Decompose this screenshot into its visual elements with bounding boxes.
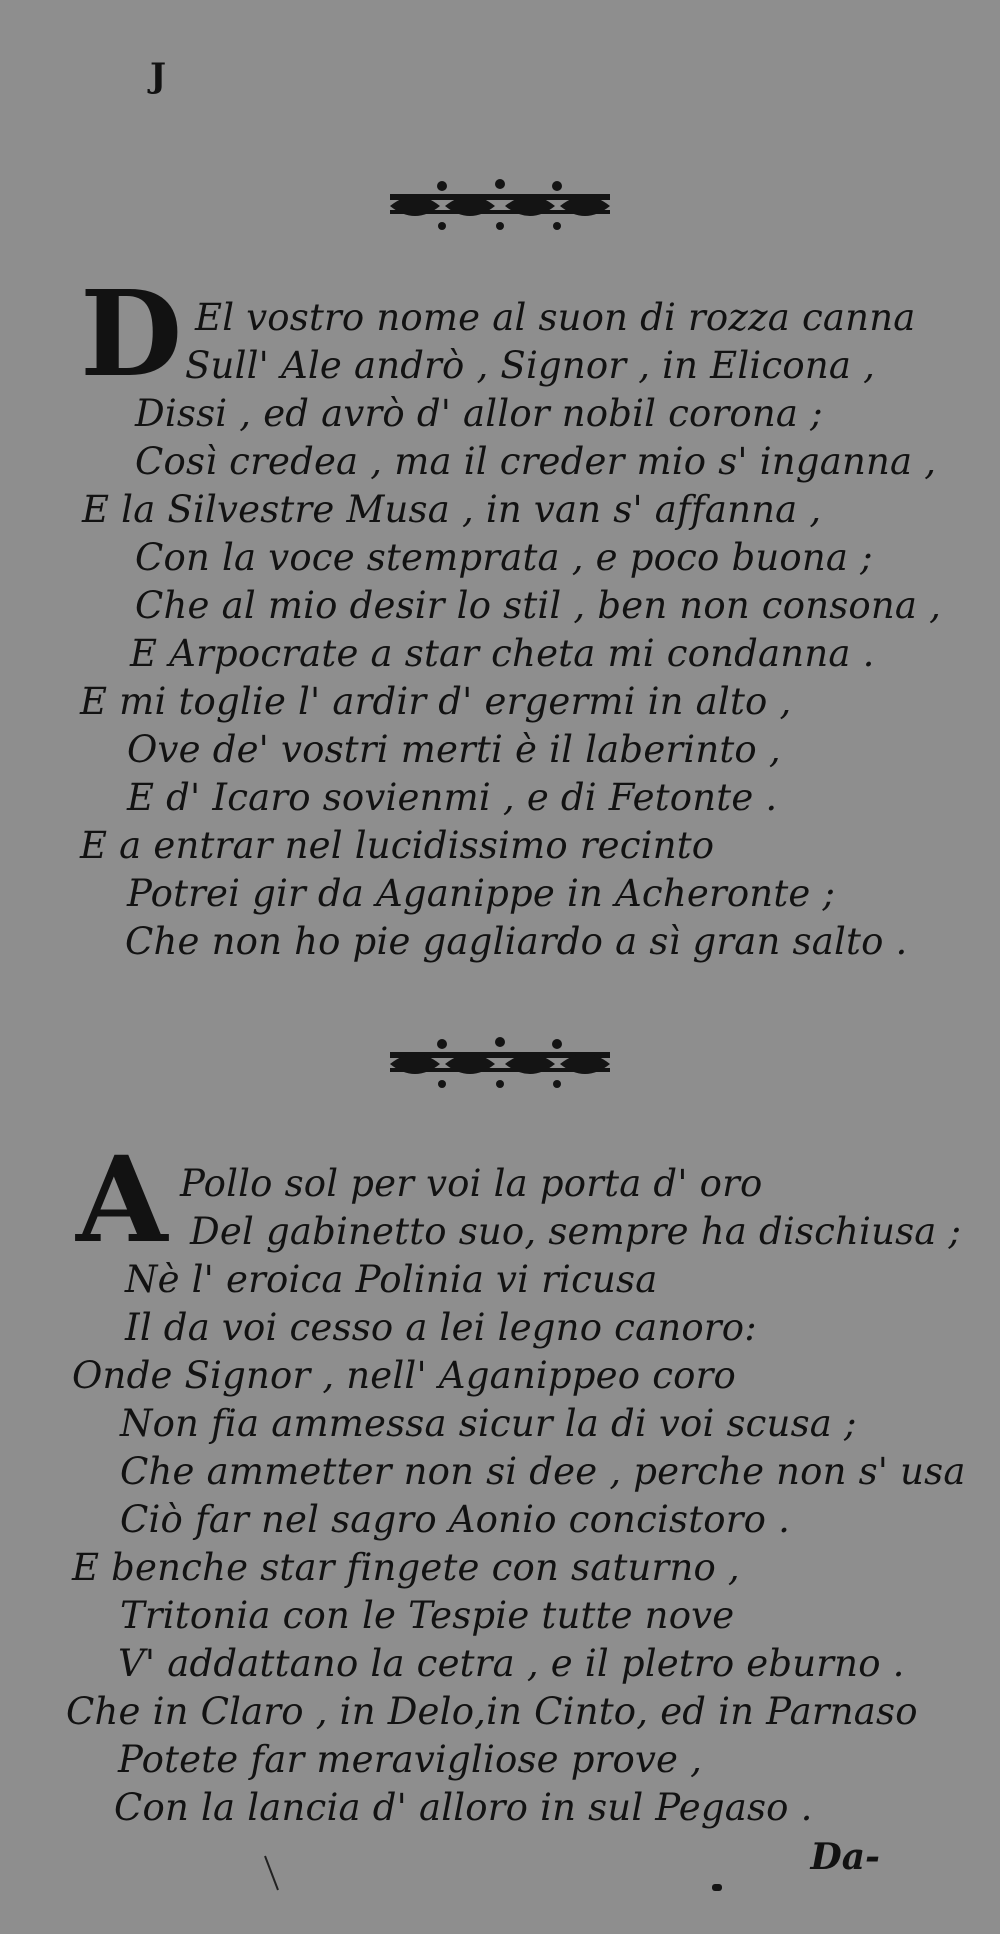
paper-speck (712, 1884, 722, 1891)
ornament-icon (0, 1034, 1000, 1094)
verse-line: Tritonia con le Tespie tutte nove (120, 1594, 735, 1637)
verse-line: Sull' Ale andrò , Signor , in Elicona , (185, 344, 876, 387)
verse-line: Il da voi cesso a lei legno canoro: (125, 1306, 757, 1349)
verse-line: Del gabinetto suo, sempre ha dischiusa ; (190, 1210, 962, 1253)
drop-cap-initial: A (76, 1130, 168, 1269)
verse-line: E benche star fingete con saturno , (72, 1546, 740, 1589)
verse-line: E mi toglie l' ardir d' ergermi in alto , (80, 680, 792, 723)
verse-line: Nè l' eroica Polinia vi ricusa (125, 1258, 658, 1301)
verse-line: Ciò far nel sagro Aonio concistoro . (120, 1498, 791, 1541)
ornament-icon (0, 176, 1000, 236)
verse-line: Potete far meravigliose prove , (118, 1738, 703, 1781)
verse-line: Dissi , ed avrò d' allor nobil corona ; (135, 392, 823, 435)
verse-line: Con la voce stemprata , e poco buona ; (135, 536, 873, 579)
catchword: Da- (810, 1836, 880, 1878)
paper-mark (262, 1854, 282, 1894)
verse-line: El vostro nome al suon di rozza canna (195, 296, 916, 339)
verse-line: Così credea , ma il creder mio s' inganna , (135, 440, 937, 483)
verse-line: Potrei gir da Aganippe in Acheronte ; (127, 872, 836, 915)
verse-line: E la Silvestre Musa , in van s' affanna , (82, 488, 822, 531)
verse-line: Onde Signor , nell' Aganippeo coro (72, 1354, 736, 1397)
verse-line: Pollo sol per voi la porta d' oro (180, 1162, 763, 1205)
verse-line: Con la lancia d' alloro in sul Pegaso . (114, 1786, 813, 1829)
verse-line: Che ammetter non si dee , perche non s' usa (120, 1450, 966, 1493)
verse-line: E d' Icaro sovienmi , e di Fetonte . (127, 776, 778, 819)
verse-line: E Arpocrate a star cheta mi condanna . (130, 632, 875, 675)
drop-cap-initial: D (80, 264, 183, 403)
verse-line: Non fia ammessa sicur la di voi scusa ; (120, 1402, 857, 1445)
verse-line: V' addattano la cetra , e il pletro eburno . (118, 1642, 905, 1685)
page-signature-mark: J (150, 56, 167, 96)
verse-line: Che in Claro , in Delo,in Cinto, ed in Parnaso (66, 1690, 918, 1733)
verse-line: E a entrar nel lucidissimo recinto (80, 824, 715, 867)
verse-line: Ove de' vostri merti è il laberinto , (127, 728, 781, 771)
verse-line: Che non ho pie gagliardo a sì gran salto . (125, 920, 908, 963)
verse-line: Che al mio desir lo stil , ben non consona , (135, 584, 942, 627)
